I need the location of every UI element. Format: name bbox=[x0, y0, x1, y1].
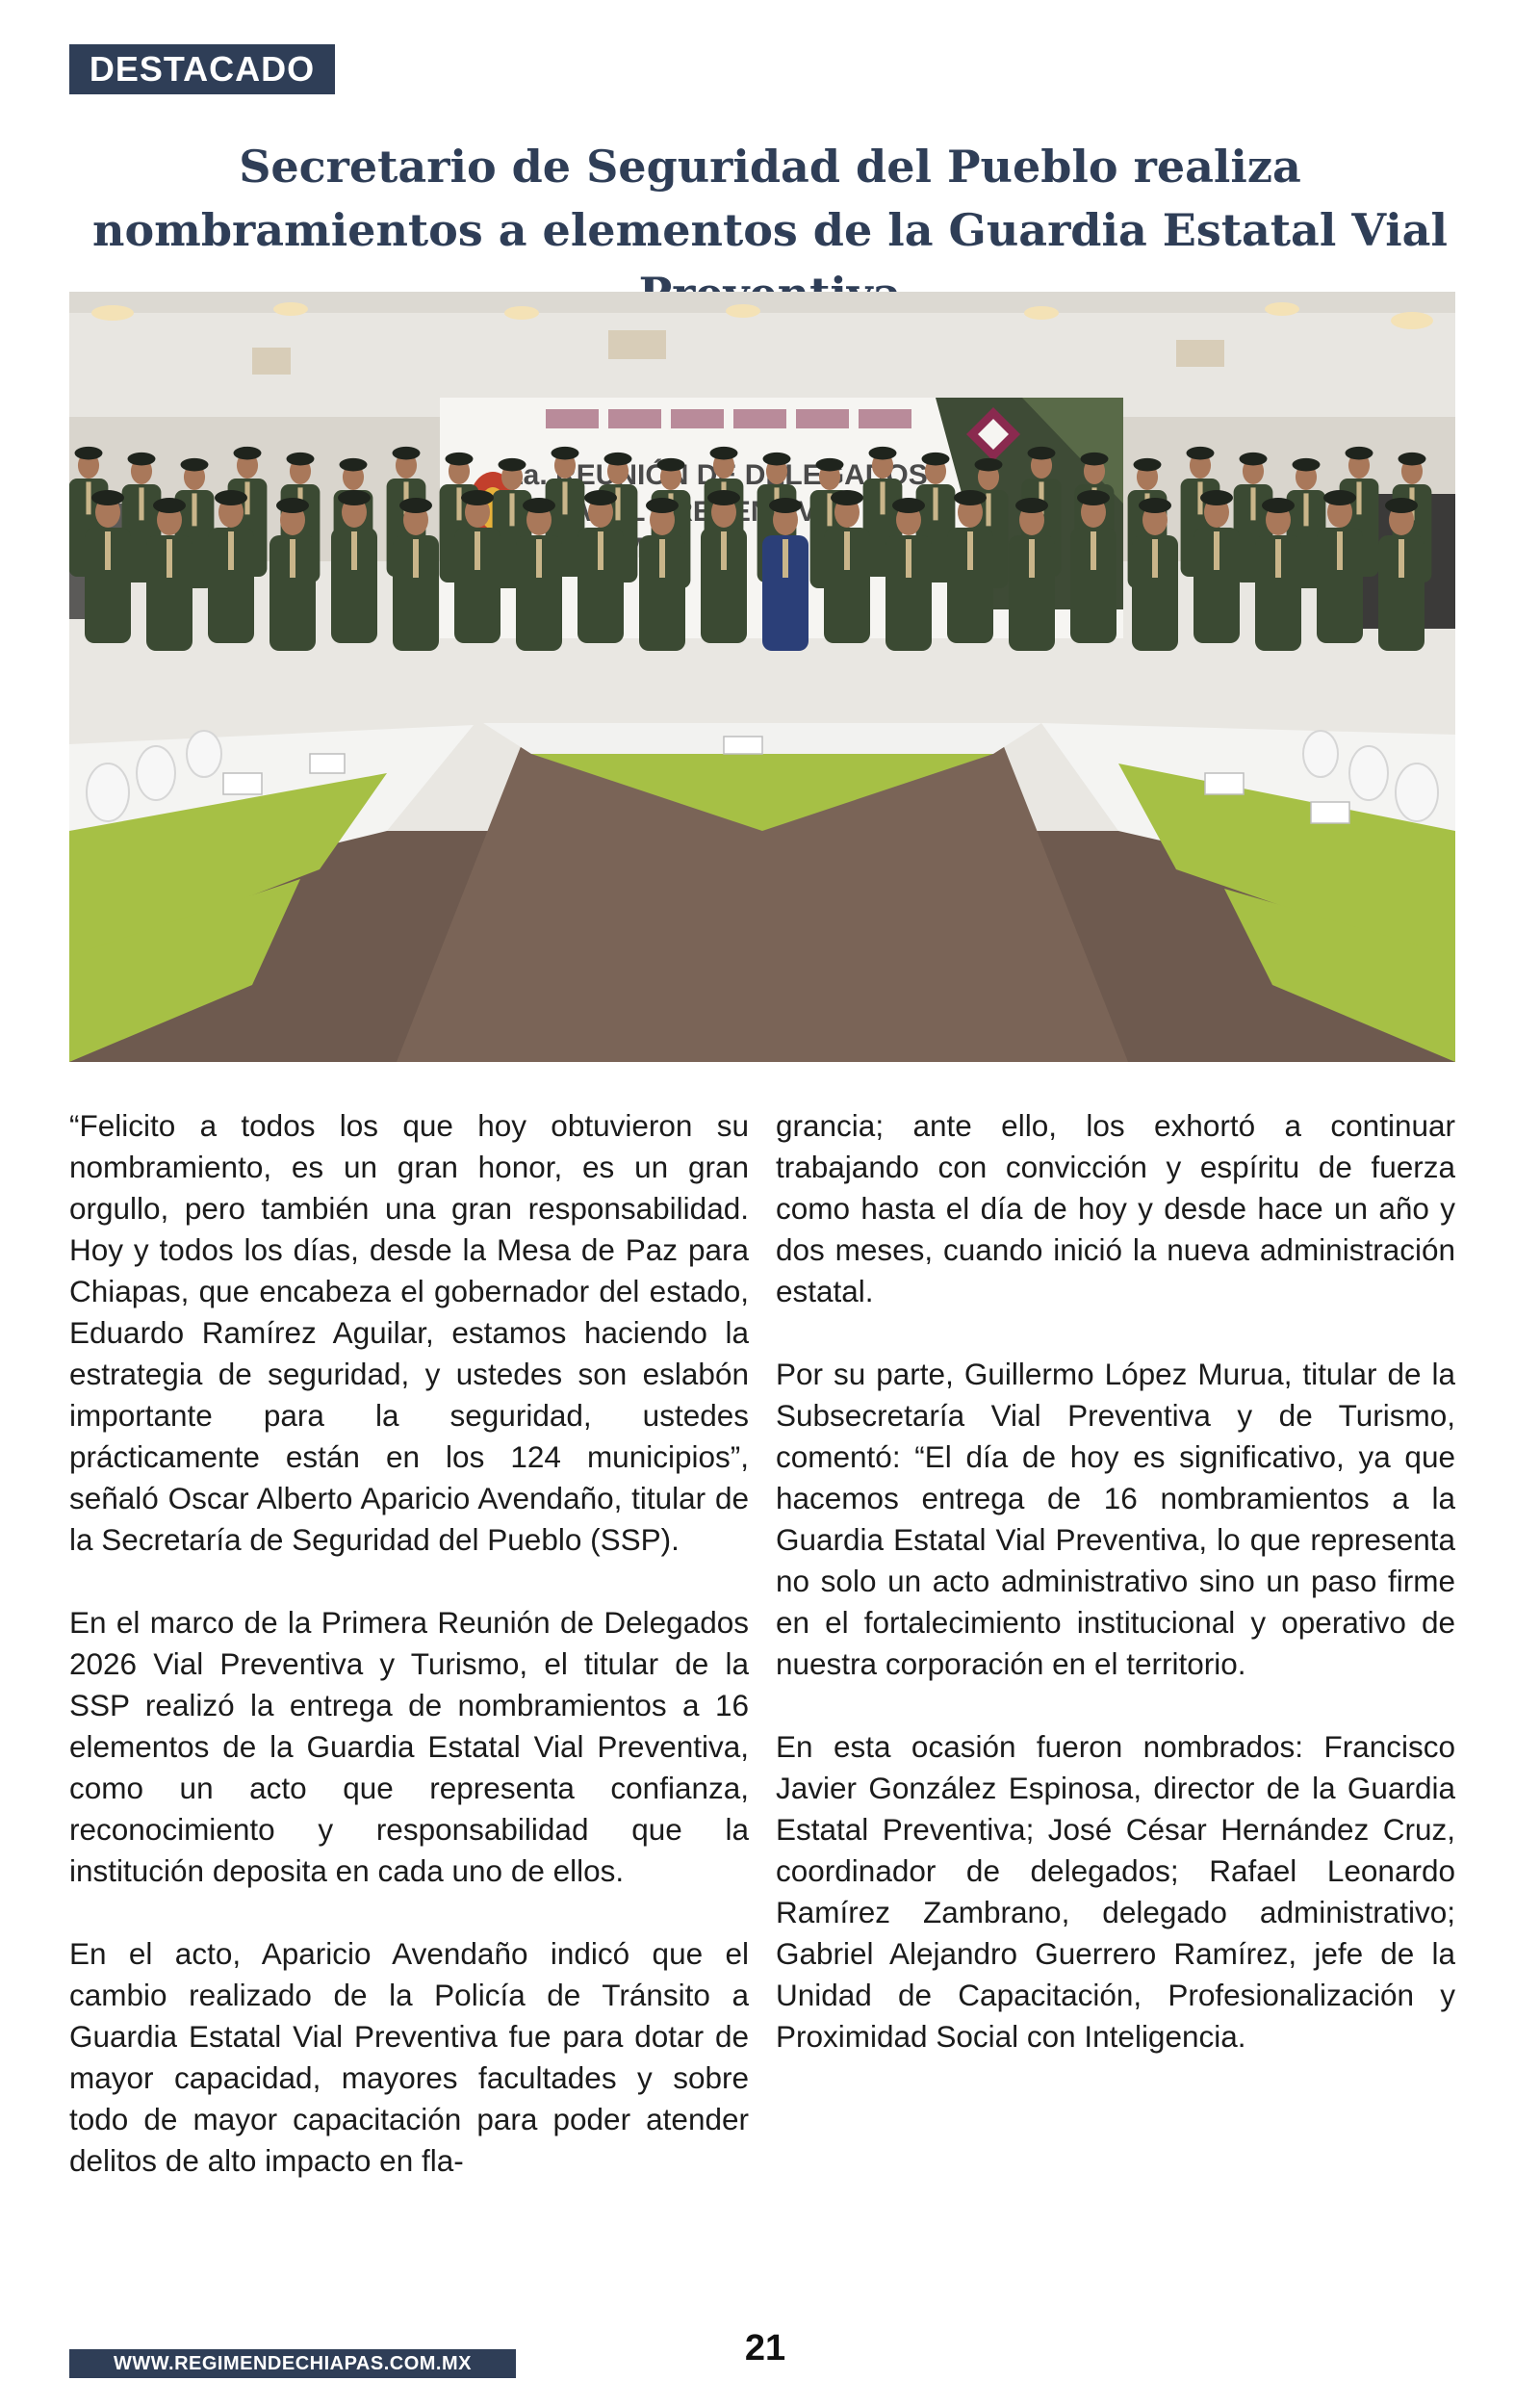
paragraph: En el marco de la Primera Reunión de Delegados 2026 Vial Preventiva y Turismo, el titular de la SSP realizó la entrega de nombramientos a 16 elementos de la Guardia Estatal Vial Preventiva, como un acto que representa confianza, reconocimiento y responsabilidad que la institución deposita en cada uno de ellos. bbox=[69, 1605, 749, 1888]
section-tag: DESTACADO bbox=[69, 44, 335, 94]
paragraph: En el acto, Aparicio Avendaño indicó que el cambio realizado de la Policía de Tránsito a Guardia Estatal Vial Preventiva fue para dotar de mayor capacidad, mayores facultades y sobre todo de mayor capacitación para poder atender delitos de alto impacto en fla- bbox=[69, 1936, 749, 2178]
paragraph: Por su parte, Guillermo López Murua, titular de la Subsecretaría Vial Preventiva y de Turismo, comentó: “El día de hoy es significativo, ya que hacemos entrega de 16 nombramientos a la Guardia Estatal Vial Preventiva, lo que representa no solo un acto administrativo sino un paso firme en el fortalecimiento institucional y operativo de nuestra corporación en el territorio. bbox=[776, 1357, 1455, 1681]
footer-website: WWW.REGIMENDECHIAPAS.COM.MX bbox=[69, 2349, 516, 2378]
paragraph: grancia; ante ello, los exhortó a continuar trabajando con convicción y espíritu de fuerza como hasta el día de hoy y desde hace un año y dos meses, cuando inició la nueva administración estatal. bbox=[776, 1108, 1455, 1308]
article-photo bbox=[69, 292, 1455, 1062]
headline: Secretario de Seguridad del Pueblo realiza nombramientos a elementos de la Guardia Estatal Vial bbox=[92, 141, 1448, 256]
page-number: 21 bbox=[744, 2328, 786, 2368]
paragraph: “Felicito a todos los que hoy obtuvieron su nombramiento, es un gran honor, es un gran orgullo, pero también una gran responsabilidad. Hoy y todos los días, desde la Mesa de Paz para Chiapas, que encabeza el gobernador del estado, Eduardo Ramírez Aguilar, estamos haciendo la estrategia de seguridad, y ustedes son eslabón importante para la seguridad, ustedes prácticamente están en los 124 municipios”, señaló Oscar Alberto Aparicio Avendaño, titular de la Secretaría de Seguridad del Pueblo (SSP). bbox=[69, 1108, 749, 1557]
banner-line-1: 1a. DE bbox=[507, 459, 737, 491]
article-column-left bbox=[69, 1105, 749, 2223]
paragraph: En esta ocasión fueron nombrados: Francisco Javier González Espinosa, director de la Guardia Estatal Preventiva; José César Hernández Cruz, coordinador de delegados; Rafael Leonardo Ramírez Zambrano, delegado administrativo; Gabriel Alejandro Guerrero Ramírez, jefe de la Unidad de Capacitación, Profesionalización y Proximidad Social con Inteligencia. bbox=[776, 1729, 1455, 2054]
article-column-right bbox=[776, 1105, 1455, 2099]
banner-line-2: PREVENTIVA bbox=[653, 496, 835, 528]
